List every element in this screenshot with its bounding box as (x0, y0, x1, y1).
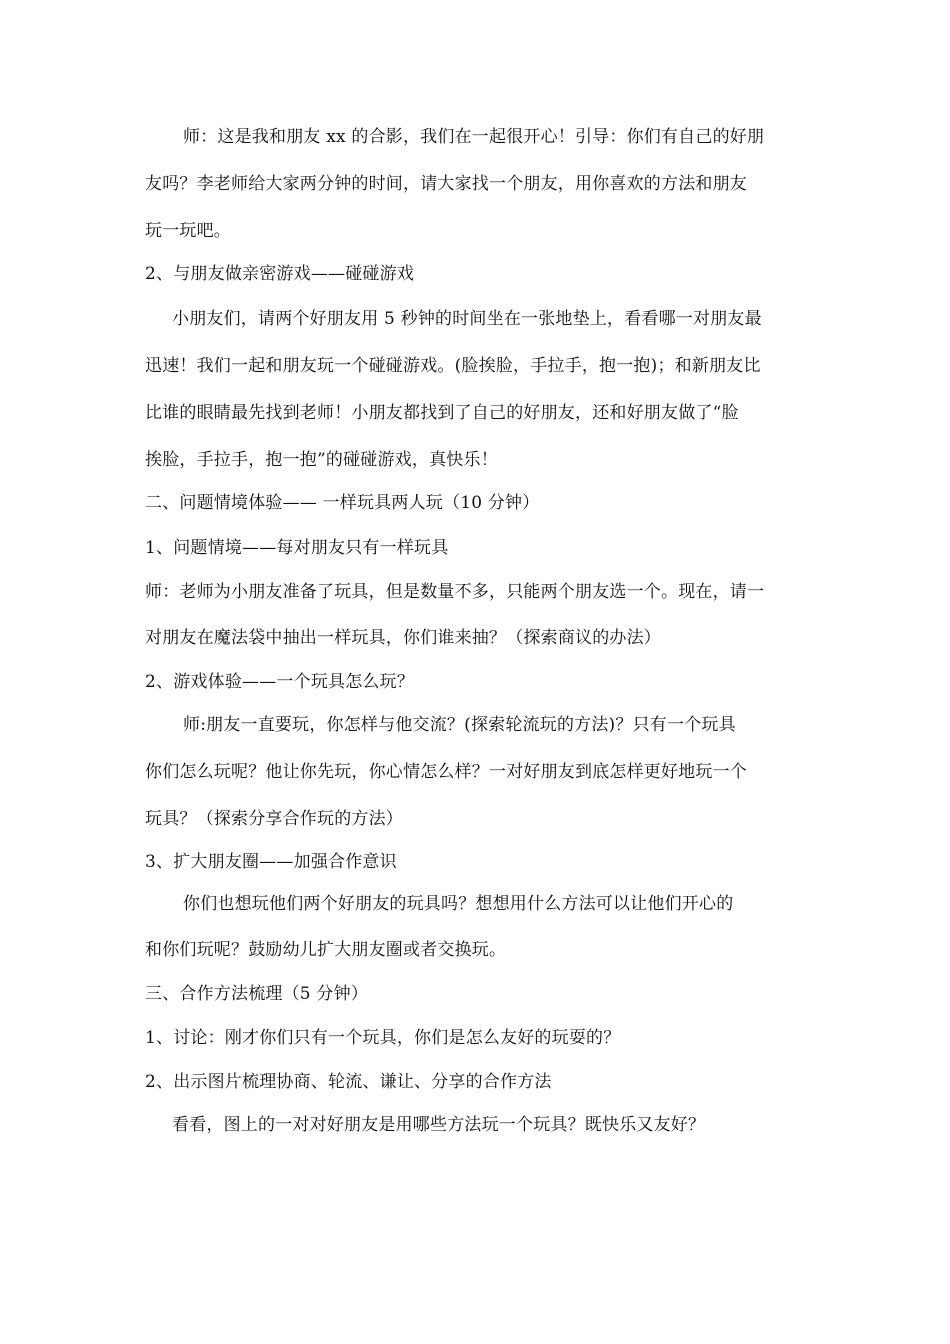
paragraph-line: 小朋友们，请两个好朋友用 5 秒钟的时间坐在一张地垫上，看看哪一对朋友最 (172, 309, 762, 329)
paragraph-line: 对朋友在魔法袋中抽出一样玩具，你们谁来抽？（探索商议的办法） (145, 628, 661, 648)
paragraph-line: 比谁的眼睛最先找到老师！小朋友都找到了自己的好朋友，还和好朋友做了“脸 (145, 403, 739, 423)
section-heading: 1、问题情境——每对朋友只有一样玩具 (145, 538, 449, 558)
section-heading: 2、游戏体验——一个玩具怎么玩？ (145, 672, 415, 692)
paragraph-line: 友吗？李老师给大家两分钟的时间，请大家找一个朋友，用你喜欢的方法和朋友 (145, 174, 747, 194)
paragraph-line: 你们怎么玩呢？他让你先玩，你心情怎么样？一对好朋友到底怎样更好地玩一个 (145, 762, 747, 782)
paragraph-line: 你们也想玩他们两个好朋友的玩具吗？想想用什么方法可以让他们开心的 (183, 894, 734, 914)
paragraph-line: 玩一玩吧。 (145, 221, 231, 241)
paragraph-line: 和你们玩呢？鼓励幼儿扩大朋友圈或者交换玩。 (145, 940, 507, 960)
section-heading: 三、合作方法梳理（5 分钟） (145, 984, 369, 1004)
section-heading: 二、问题情境体验—— 一样玩具两人玩（10 分钟） (145, 493, 540, 513)
paragraph-line: 1、讨论：刚才你们只有一个玩具，你们是怎么友好的玩耍的？ (145, 1028, 621, 1048)
paragraph-line: 师：老师为小朋友准备了玩具，但是数量不多，只能两个朋友选一个。现在，请一 (145, 582, 765, 602)
section-heading: 2、与朋友做亲密游戏——碰碰游戏 (145, 264, 415, 284)
paragraph-line: 迅速！我们一起和朋友玩一个碰碰游戏。(脸挨脸，手拉手，抱一抱)；和新朋友比 (145, 356, 761, 376)
paragraph-line: 师：这是我和朋友 xx 的合影，我们在一起很开心！引导：你们有自己的好朋 (183, 127, 765, 147)
paragraph-line: 玩具？（探索分享合作玩的方法） (145, 809, 403, 829)
paragraph-line: 师:朋友一直要玩，你怎样与他交流？(探索轮流玩的方法)？只有一个玩具 (183, 715, 736, 735)
paragraph-line: 2、出示图片梳理协商、轮流、谦让、分享的合作方法 (145, 1072, 552, 1092)
paragraph-line: 挨脸，手拉手，抱一抱”的碰碰游戏，真快乐！ (145, 450, 498, 470)
paragraph-line: 看看，图上的一对对好朋友是用哪些方法玩一个玩具？既快乐又友好？ (172, 1115, 706, 1135)
section-heading: 3、扩大朋友圈——加强合作意识 (145, 852, 397, 872)
